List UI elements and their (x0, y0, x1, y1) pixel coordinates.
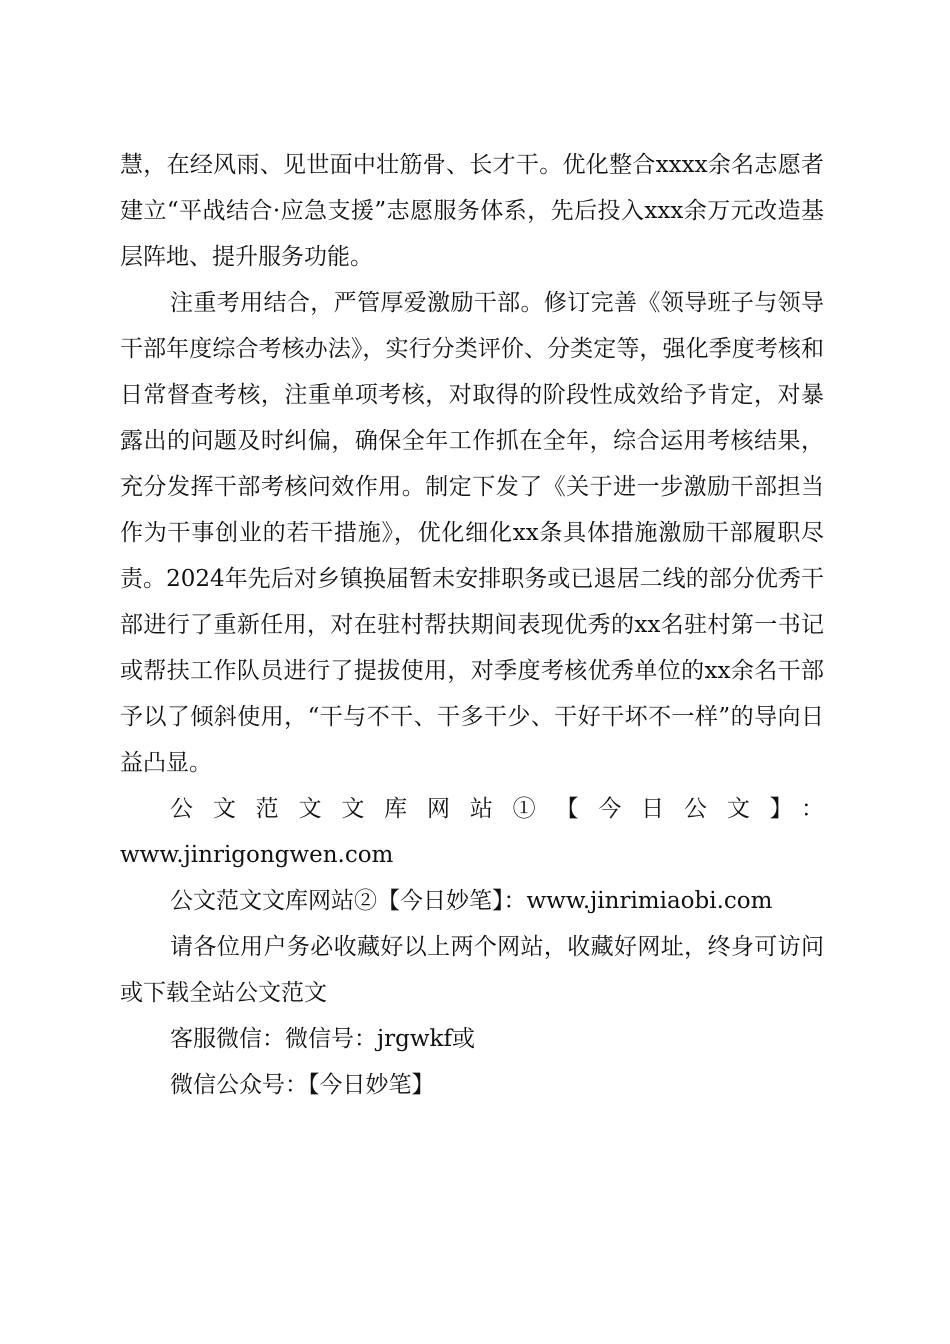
wechat-official-account: 微信公众号：【今日妙笔】 (170, 1072, 435, 1098)
site1-label: 公文范文文库网站①【今日公文】： (170, 796, 824, 822)
site2-line: 公文范文文库网站②【今日妙笔】：www.jinrimiaobi.com (170, 888, 773, 914)
bookmark-notice: 请各位用户务必收藏好以上两个网站，收藏好网址，终身可访问或下载全站公文范文 (120, 934, 824, 1006)
paragraph-volunteer-system: 慧，在经风雨、见世面中壮筋骨、长才干。优化整合xxxx余名志愿者建立“平战结合·应急支援”志愿服务体系，先后投入xxx余万元改造基层阵地、提升服务功能。 (120, 152, 824, 270)
paragraph-cadre-assessment: 注重考用结合，严管厚爱激励干部。修订完善《领导班子与领导干部年度综合考核办法》，实行分类评价、分类定等，强化季度考核和日常督查考核，注重单项考核，对取得的阶段性成效给予肯定，对暴露出的问题及时纠偏，确保全年工作抓在全年，综合运用考核结果，充分发挥干部考核问效作用。制定下发了《关于进一步激励干部担当作为干事创业的若干措施》，优化细化xx条具体措施激励干部履职尽责。2024年先后对乡镇换届暂未安排职务或已退居二线的部分优秀干部进行了重新任用，对在驻村帮扶期间表现优秀的xx名驻村第一书记或帮扶工作队员进行了提拔使用，对季度考核优秀单位的xx余名干部予以了倾斜使用，“干与不干、干多干少、干好干坏不一样”的导向日益凸显。 (120, 290, 824, 776)
site1-url: www.jinrigongwen.com (120, 842, 394, 868)
customer-service-wechat: 客服微信：微信号：jrgwkf或 (170, 1026, 475, 1052)
document-body (120, 142, 824, 1108)
